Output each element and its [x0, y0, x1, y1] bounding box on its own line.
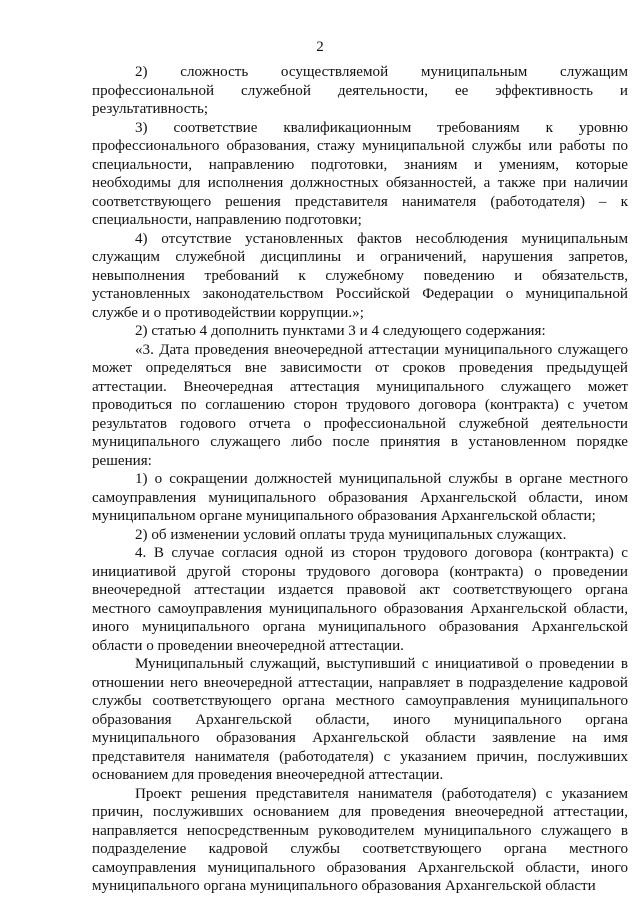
paragraph-employee-initiative: Муниципальный служащий, выступивший с инициативой о проведении в отношении него внеочередной аттестации, направляет в подразделение кадровой службы соответствующего органа местного самоуправления муниципального образования Архангельской области, иного муниципального органа муниципального образования Архангельской области заявление на имя представителя нанимателя (работодателя) с указанием причин, послуживших основанием для проведения внеочередной аттестации.: [92, 656, 628, 783]
paragraph-item-2: 2) сложность осуществляемой муниципальным служащим профессиональной служебной деятельности, ее эффективность и результативность;: [92, 64, 628, 117]
paragraph-point-4: 4. В случае согласия одной из сторон трудового договора (контракта) с инициативой другой стороны трудового договора (контракта) о проведении внеочередной аттестации издается правовой акт соответствующего органа местного самоуправления муниципального образования Архангельской области, иного муниципального органа муниципального образования Архангельской области о проведении внеочередной аттестации.: [92, 545, 628, 654]
paragraph-draft-decision: Проект решения представителя нанимателя (работодателя) с указанием причин, послуживших основанием для проведения внеочередной аттестации, направляется непосредственным руководителем муниципального служащего в подразделение кадровой службы соответствующего органа местного самоуправления муниципального образования Архангельской области, иного муниципального органа муниципального образования Архангельской области: [92, 785, 628, 894]
document-body: [92, 63, 628, 896]
page-number: 2: [316, 39, 324, 55]
paragraph-subitem-1: 1) о сокращении должностей муниципальной службы в органе местного самоуправления муниципального образования Архангельской области, ином муниципальном органе муниципального образования Архангельской области;: [92, 471, 628, 524]
paragraph-item-3: 3) соответствие квалификационным требованиям к уровню профессионального образования, стажу муниципальной службы или работы по специальности, направлению подготовки, знаниям и умениям, которые необходимы для исполнения должностных обязанностей, а также при наличии соответствующего решения представителя нанимателя (работодателя) – к специальности, направлению подготовки;: [92, 119, 628, 228]
paragraph-subitem-2: 2) об изменении условий оплаты труда муниципальных служащих.: [135, 526, 567, 543]
paragraph-point-3: «3. Дата проведения внеочередной аттестации муниципального служащего может определяться вне зависимости от сроков проведения предыдущей аттестации. Внеочередная аттестация муниципального служащего может проводиться по соглашению сторон трудового договора (контракта) с учетом результатов годового отчета о профессиональной служебной деятельности муниципального служащего либо после принятия в установленном порядке решения:: [92, 341, 628, 469]
paragraph-item-4: 4) отсутствие установленных фактов несоблюдения муниципальным служащим служебной дисциплины и ограничений, нарушения запретов, невыполнения требований к служебному поведению и обязательств, установленных законодательством Российской Федерации о муниципальной службе и о противодействии коррупции.»;: [92, 230, 628, 321]
paragraph-article-4-intro: 2) статью 4 дополнить пунктами 3 и 4 следующего содержания:: [135, 323, 546, 339]
